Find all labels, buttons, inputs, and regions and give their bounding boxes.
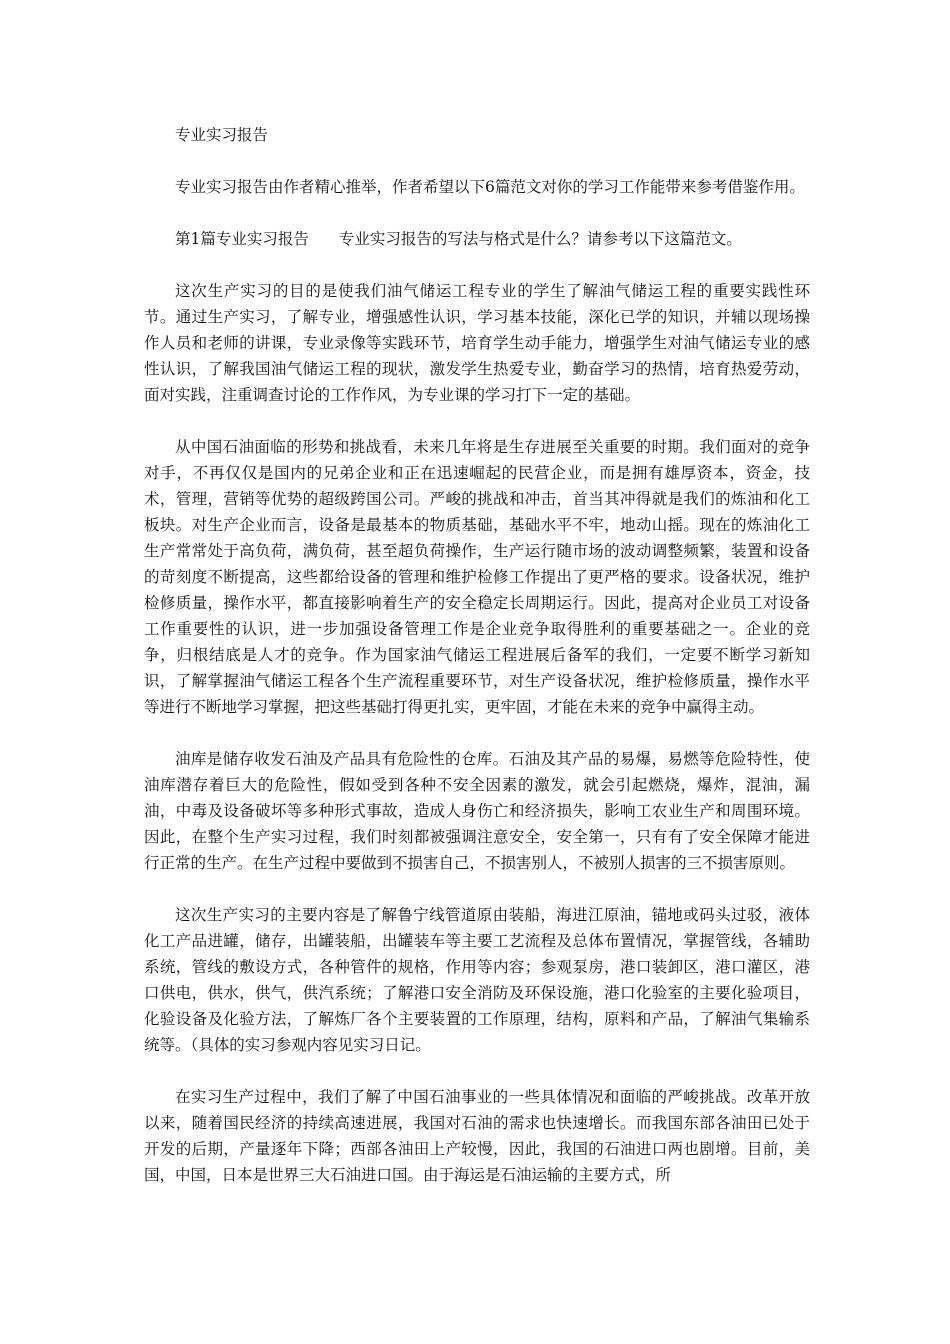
section-heading: 第1篇专业实习报告 — [175, 230, 309, 248]
section-heading-line — [144, 226, 810, 252]
body-paragraph-purpose: 这次生产实习的目的是使我们油气储运工程专业的学生了解油气储运工程的重要实践性环节。通过生产实习，了解专业，增强感性认识，学习基本技能，深化已学的知识，并辅以现场操作人员和老师的讲课，专业录像等实践环节，培育学生动手能力，增强学生对油气储运专业的感性认识，了解我国油气储运工程的现状，激发学生热爱专业，勤奋学习的热情，培育热爱劳动，面对实践，注重调查讨论的工作作风，为专业课的学习打下一定的基础。 — [144, 282, 810, 404]
document-body — [144, 122, 810, 1214]
section-lead: 专业实习报告的写法与格式是什么？请参考以下这篇范文。 — [338, 230, 742, 248]
body-paragraph-competition: 从中国石油面临的形势和挑战看，未来几年将是生存进展至关重要的时期。我们面对的竞争对手，不再仅仅是国内的兄弟企业和正在迅速崛起的民营企业，而是拥有雄厚资本，资金，技术，管理，营销等优势的超级跨国公司。严峻的挑战和冲击，首当其冲得就是我们的炼油和化工板块。对生产企业而言，设备是最基本的物质基础，基础水平不牢，地动山摇。现在的炼油化工生产常常处于高负荷，满负荷，甚至超负荷操作，生产运行随市场的波动调整频繁，装置和设备的苛刻度不断提高，这些都给设备的管理和维护检修工作提出了更严格的要求。设备状况，维护检修质量，操作水平，都直接影响着生产的安全稳定长周期运行。因此，提高对企业员工对设备工作重要性的认识，进一步加强设备管理工作是企业竞争取得胜利的重要基础之一。企业的竞争，归根结底是人才的竞争。作为国家油气储运工程进展后备军的我们，一定要不断学习新知识，了解掌握油气储运工程各个生产流程重要环节，对生产设备状况，维护检修质量，操作水平等进行不断地学习掌握，把这些基础打得更扎实，更牢固，才能在未来的竞争中赢得主动。 — [144, 438, 810, 716]
intro-paragraph: 专业实习报告由作者精心推举，作者希望以下6篇范文对你的学习工作能带来参考借鉴作用。 — [175, 178, 805, 196]
body-paragraph-content: 这次生产实习的主要内容是了解鲁宁线管道原由装船，海进江原油，锚地或码头过驳，液体化工产品进罐，储存，出罐装船，出罐装车等主要工艺流程及总体布置情况，掌握管线，各辅助系统，管线的敷设方式，各种管件的规格，作用等内容；参观泵房，港口装卸区，港口灌区，港口供电，供水，供气，供汽系统；了解港口安全消防及环保设施，港口化验室的主要化验项目，化验设备及化验方法，了解炼厂各个主要装置的工作原理，结构，原料和产品，了解油气集输系统等。（具体的实习参观内容见实习日记。 — [144, 906, 810, 1054]
document-title: 专业实习报告 — [175, 126, 269, 144]
body-paragraph-process: 在实习生产过程中，我们了解了中国石油事业的一些具体情况和面临的严峻挑战。改革开放以来，随着国民经济的持续高速进展，我国对石油的需求也快速增长。而我国东部各油田已处于开发的后期，产量逐年下降；西部各油田上产较慢，因此，我国的石油进口两也剧增。目前，美国，中国，日本是世界三大石油进口国。由于海运是石油运输的主要方式，所 — [144, 1088, 810, 1184]
body-paragraph-oil-depot: 油库是储存收发石油及产品具有危险性的仓库。石油及其产品的易爆，易燃等危险特性，使油库潜存着巨大的危险性，假如受到各种不安全因素的激发，就会引起燃烧，爆炸，混油，漏油，中毒及设备破坏等多种形式事故，造成人身伤亡和经济损失，影响工农业生产和周围环境。因此，在整个生产实习过程，我们时刻都被强调注意安全，安全第一，只有有了安全保障才能进行正常的生产。在生产过程中要做到不损害自己，不损害别人，不被别人损害的三不损害原则。 — [144, 750, 810, 872]
